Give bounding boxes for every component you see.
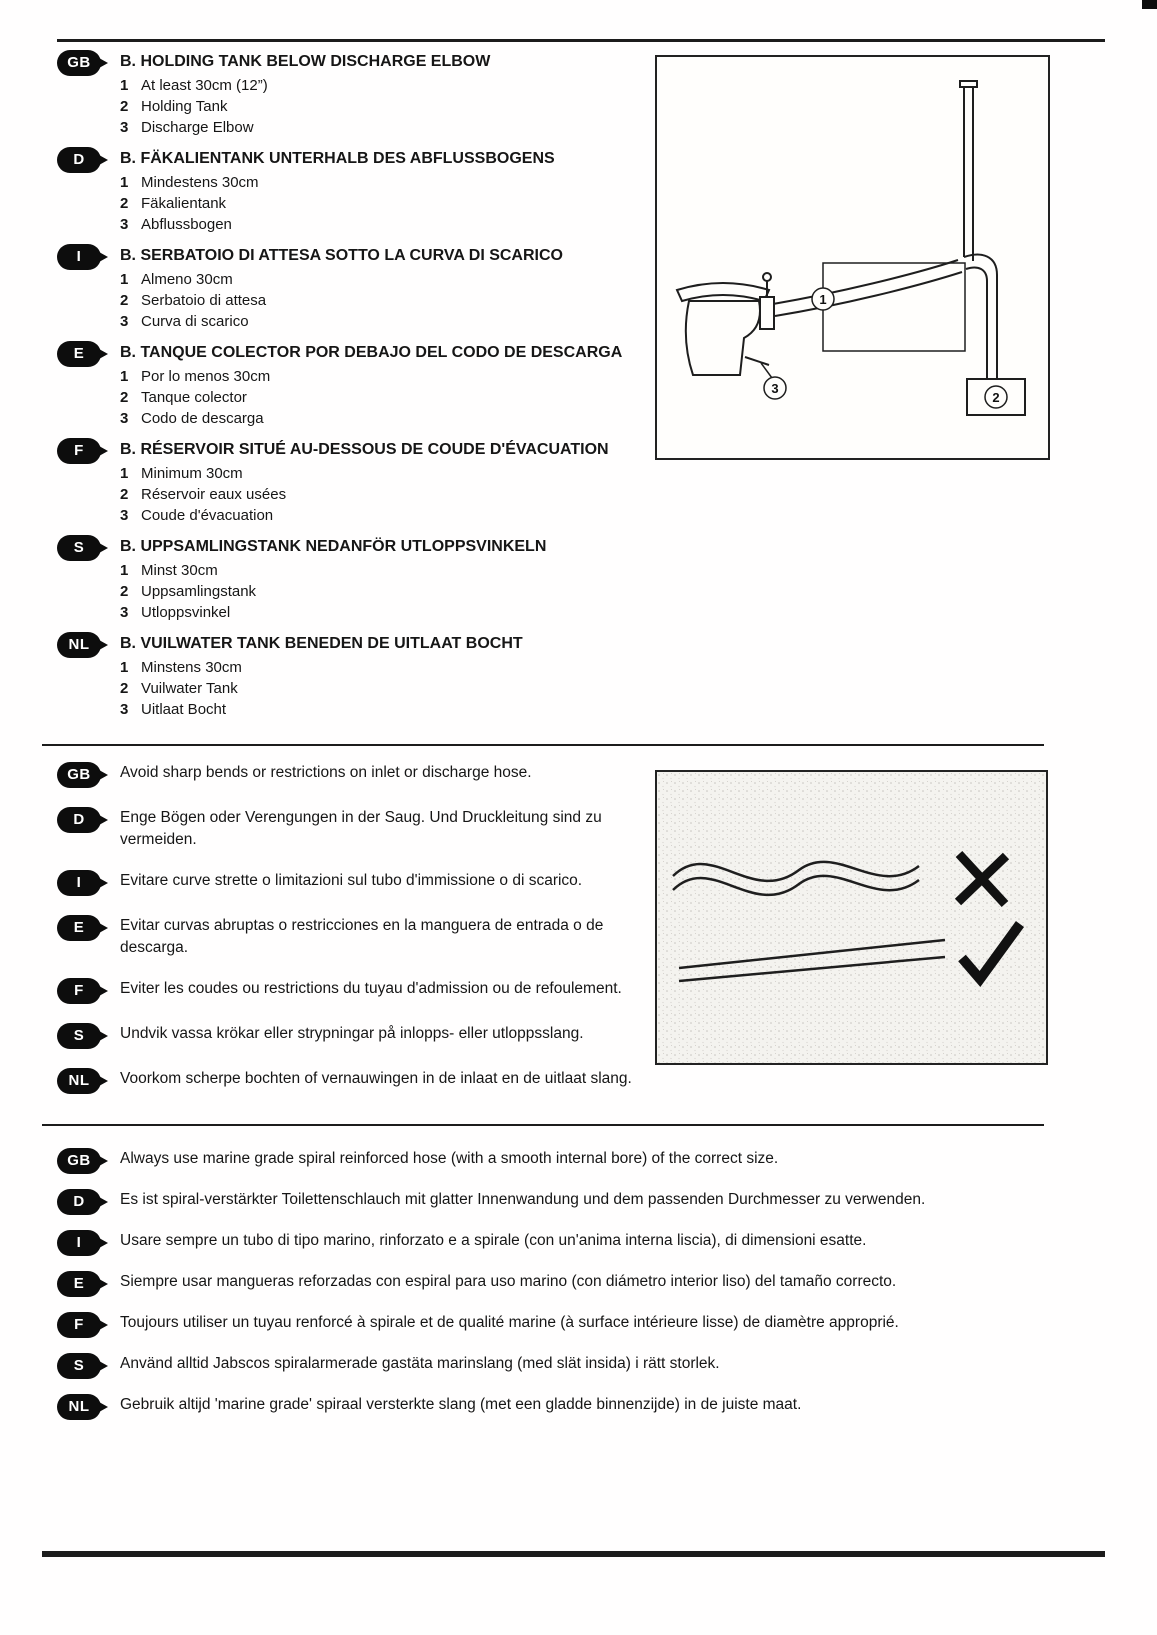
item-number: 2 [120,680,129,697]
callout-2: 2 [992,390,1000,405]
item-number: 1 [120,659,129,676]
lang-row-nl [57,1068,662,1094]
block-title: B. HOLDING TANK BELOW DISCHARGE ELBOW [120,53,491,70]
row-text: Gebruik altijd 'marine grade' spiraal versterkte slang (met een gladde binnenzijde) in de juiste maat. [120,1396,802,1413]
lang-block-gb [57,50,657,138]
row-text: Evitar curvas abruptas o restricciones en la manguera de entrada o de descarga. [120,917,604,956]
lang-badge-f: F [57,1312,101,1338]
item-number: 1 [120,368,129,385]
lang-row-d [57,807,662,851]
list-item [120,193,555,214]
lang-badge-s: S [57,535,101,561]
lang-badge-f: F [57,438,101,464]
item-number: 1 [120,562,129,579]
lang-block-s [57,535,657,623]
lang-badge-gb: GB [57,762,101,788]
row-text: Es ist spiral-verstärkter Toilettenschlauch mit glatter Innenwandung und dem passenden Durchmesser zu verwenden. [120,1191,926,1208]
row-text: Usare sempre un tubo di tipo marino, rinforzato e a spirale (con un'anima interna liscia), di dimensioni esatte. [120,1232,867,1249]
item-number: 3 [120,507,129,524]
item-number: 2 [120,98,129,115]
item-text: Almeno 30cm [141,271,233,288]
item-text: Fäkalientank [141,195,227,212]
item-number: 2 [120,389,129,406]
lang-badge-d: D [57,1189,101,1215]
lang-badge-s: S [57,1353,101,1379]
lang-badge-i: I [57,244,101,270]
row-text: Voorkom scherpe bochten of vernauwingen in de inlaat en de uitlaat slang. [120,1070,632,1087]
item-number: 3 [120,604,129,621]
block-title: B. FÄKALIENTANK UNTERHALB DES ABFLUSSBOGENS [120,150,555,167]
lang-badge-d: D [57,147,101,173]
item-number: 2 [120,195,129,212]
item-text: Discharge Elbow [141,119,254,136]
lang-row-nl [57,1394,1117,1420]
block-title: B. UPPSAMLINGSTANK NEDANFÖR UTLOPPSVINKELN [120,538,547,555]
list-item [120,96,490,117]
section-holding-tank [57,50,657,729]
callout-1: 1 [819,292,827,307]
item-number: 3 [120,119,129,136]
list-item [120,290,563,311]
lang-row-i [57,870,662,896]
lang-badge-e: E [57,915,101,941]
item-number: 3 [120,216,129,233]
lang-row-s [57,1353,1117,1379]
lang-row-i [57,1230,1117,1256]
divider [42,1124,1044,1126]
lang-block-f [57,438,657,526]
lang-row-f [57,1312,1117,1338]
list-item [120,657,523,678]
section-marine-hose [57,1148,1117,1435]
row-text: Siempre usar mangueras reforzadas con espiral para uso marino (con diámetro interior liso) del tamaño correcto. [120,1273,897,1290]
item-text: Holding Tank [141,98,228,115]
list-item [120,505,609,526]
lang-row-f [57,978,662,1004]
item-text: At least 30cm (12”) [141,77,268,94]
item-text: Utloppsvinkel [141,604,231,621]
lang-badge-s: S [57,1023,101,1049]
list-item [120,699,523,720]
divider [42,744,1044,746]
lang-block-nl [57,632,657,720]
item-number: 1 [120,174,129,191]
lang-badge-nl: NL [57,1068,101,1094]
item-text: Minst 30cm [141,562,218,579]
row-text: Avoid sharp bends or restrictions on inlet or discharge hose. [120,764,532,781]
lang-row-gb [57,762,662,788]
lang-badge-i: I [57,870,101,896]
callout-3: 3 [771,381,779,396]
print-registration-mark [1142,0,1157,9]
row-text: Eviter les coudes ou restrictions du tuyau d'admission ou de refoulement. [120,980,622,997]
list-item [120,484,609,505]
list-item [120,581,546,602]
block-title: B. SERBATOIO DI ATTESA SOTTO LA CURVA DI SCARICO [120,247,563,264]
lang-block-e [57,341,657,429]
list-item [120,408,622,429]
lang-badge-gb: GB [57,50,101,76]
list-item [120,75,490,96]
block-title: B. TANQUE COLECTOR POR DEBAJO DEL CODO DE DESCARGA [120,344,623,361]
item-number: 2 [120,583,129,600]
item-text: Vuilwater Tank [141,680,238,697]
lang-row-e [57,915,662,959]
lang-badge-nl: NL [57,632,101,658]
item-text: Abflussbogen [141,216,232,233]
item-number: 3 [120,410,129,427]
block-title: B. VUILWATER TANK BENEDEN DE UITLAAT BOCHT [120,635,523,652]
list-item [120,602,546,623]
divider [57,39,1105,42]
lang-badge-i: I [57,1230,101,1256]
item-number: 1 [120,271,129,288]
holding-tank-illustration [657,57,1048,458]
list-item [120,463,609,484]
item-text: Codo de descarga [141,410,264,427]
item-text: Uppsamlingstank [141,583,257,600]
lang-badge-gb: GB [57,1148,101,1174]
list-item [120,387,622,408]
lang-badge-f: F [57,978,101,1004]
row-text: Använd alltid Jabscos spiralarmerade gastäta marinslang (med slät insida) i rätt storlek. [120,1355,720,1372]
holding-tank-diagram [655,55,1050,460]
item-text: Minstens 30cm [141,659,242,676]
item-number: 2 [120,292,129,309]
lang-badge-e: E [57,341,101,367]
item-text: Serbatoio di attesa [141,292,267,309]
lang-badge-d: D [57,807,101,833]
item-number: 1 [120,465,129,482]
item-text: Tanque colector [141,389,247,406]
block-title: B. RÉSERVOIR SITUÉ AU-DESSOUS DE COUDE D'ÉVACUATION [120,441,609,458]
list-item [120,172,555,193]
item-text: Por lo menos 30cm [141,368,271,385]
hose-routing-diagram [655,770,1048,1065]
lang-badge-e: E [57,1271,101,1297]
item-number: 1 [120,77,129,94]
section-avoid-bends [57,762,662,1113]
lang-row-d [57,1189,1117,1215]
item-number: 3 [120,701,129,718]
list-item [120,214,555,235]
list-item [120,366,622,387]
list-item [120,269,563,290]
lang-row-s [57,1023,662,1049]
item-text: Curva di scarico [141,313,249,330]
list-item [120,560,546,581]
row-text: Evitare curve strette o limitazioni sul tubo d'immissione o di scarico. [120,872,583,889]
divider [42,1551,1105,1557]
item-text: Coude d'évacuation [141,507,274,524]
row-text: Undvik vassa krökar eller strypningar på inlopps- eller utloppsslang. [120,1025,584,1042]
item-text: Uitlaat Bocht [141,701,227,718]
item-number: 2 [120,486,129,503]
item-number: 3 [120,313,129,330]
item-text: Réservoir eaux usées [141,486,287,503]
lang-badge-nl: NL [57,1394,101,1420]
row-text: Always use marine grade spiral reinforced hose (with a smooth internal bore) of the correct size. [120,1150,779,1167]
stipple-background [657,772,1046,1063]
row-text: Toujours utiliser un tuyau renforcé à spirale et de qualité marine (à surface intérieure lisse) de diamètre approprié. [120,1314,899,1331]
item-text: Mindestens 30cm [141,174,259,191]
row-text: Enge Bögen oder Verengungen in der Saug. Und Druckleitung sind zu vermeiden. [120,809,602,848]
hose-routing-illustration [657,772,1046,1063]
list-item [120,311,563,332]
list-item [120,678,523,699]
list-item [120,117,490,138]
lang-block-d [57,147,657,235]
item-text: Minimum 30cm [141,465,243,482]
lang-block-i [57,244,657,332]
lang-row-gb [57,1148,1117,1174]
lang-row-e [57,1271,1117,1297]
